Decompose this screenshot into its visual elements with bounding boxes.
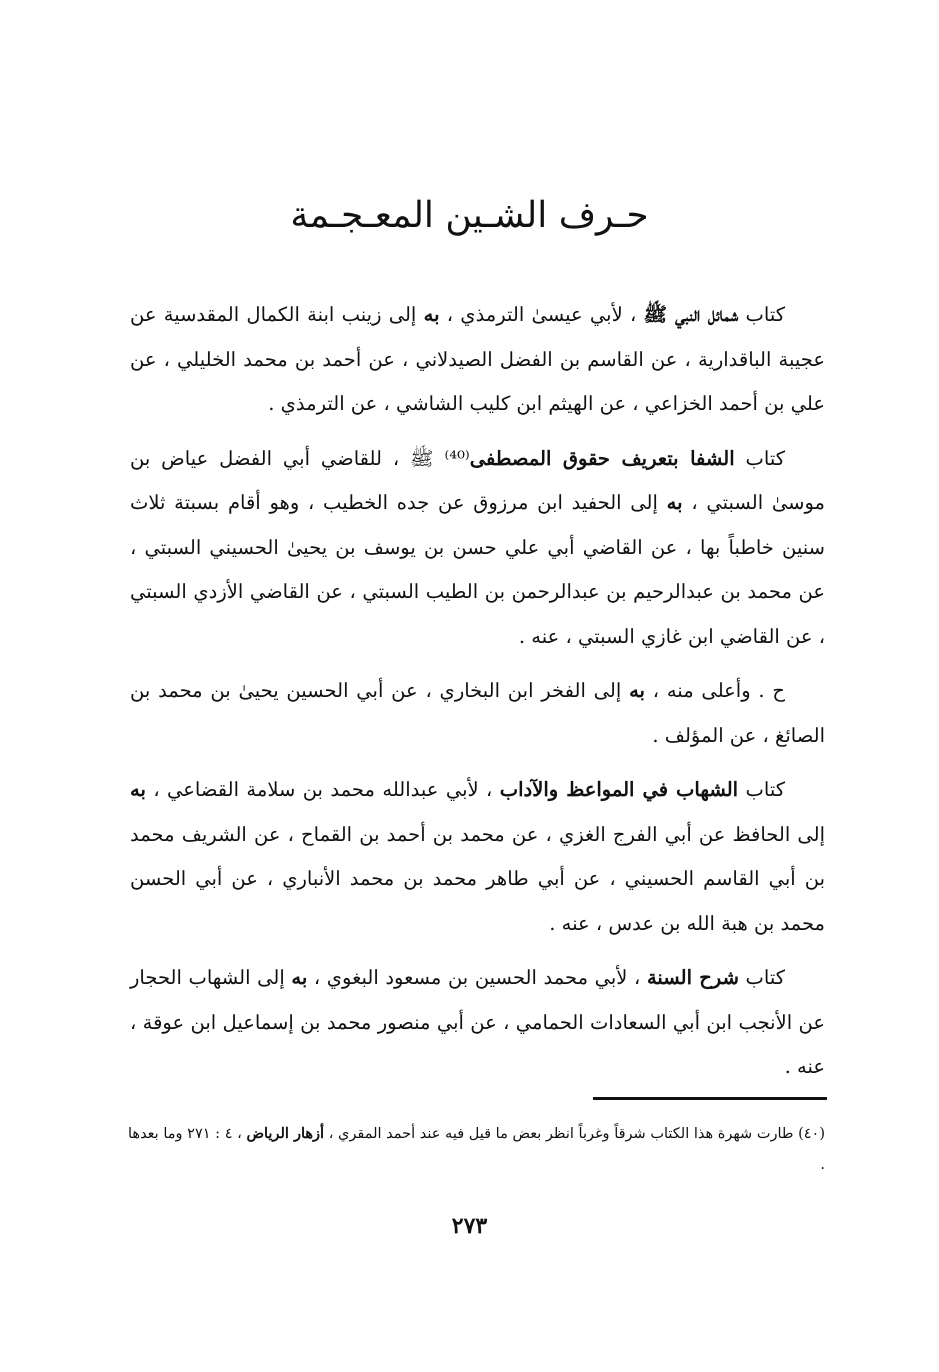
bihi-marker: به [666, 491, 683, 514]
text-run: ⁽⁴⁰⁾ ﷺ ، للقاضي أبي الفضل عياض بن موسىٰ السبتي ، [130, 446, 825, 514]
bihi-marker: به [130, 778, 146, 801]
page-number: ٢٧٣ [451, 1213, 488, 1239]
book-title: شرح السنة [646, 966, 739, 989]
book-title: الشفا بتعريف حقوق المصطفى [469, 446, 735, 470]
text-run: كتاب [734, 446, 785, 470]
bihi-marker: به [291, 966, 308, 989]
text-run: ح . وأعلى منه ، [644, 679, 785, 702]
text-run: إلى زينب ابنة الكمال المقدسية عن عجيبة الباقدارية ، عن القاسم بن الفضل الصيدلاني ، عن أحمد بن محمد الخليلي ، عن علي بن أحمد الخزاعي ، عن الهيثم ابن كليب الشاشي ، عن الترمذي . [130, 303, 825, 415]
paragraph-ha [130, 669, 825, 758]
text-run: إلى الحافظ عن أبي الفرج الغزي ، عن محمد بن أحمد بن القماح ، عن الشريف محمد بن أبي القاسم الحسيني ، عن أبي طاهر محمد بن محمد الأنباري ، عن أبي الحسن محمد بن هبة الله بن عدس ، عنه . [130, 822, 825, 935]
bihi-marker: به [423, 303, 440, 326]
text-run: ، لأبي عبدالله محمد بن سلامة القضاعي ، [145, 778, 500, 801]
text-run: ، لأبي محمد الحسين بن مسعود البغوي ، [307, 966, 647, 989]
paragraph-sharh-sunna [130, 956, 825, 1090]
text-run: كتاب [738, 966, 785, 989]
main-text [130, 293, 825, 1100]
footnote [128, 1118, 825, 1181]
text-run: إلى الشهاب الحجار عن الأنجب ابن أبي السعادات الحمامي ، عن أبي منصور محمد بن إسماعيل ابن عوقة ، عنه . [130, 966, 825, 1078]
text-run: كتاب [738, 778, 785, 801]
chapter-heading: حـرف الشـين المعـجـمة [290, 195, 649, 236]
text-run: (٤٠) طارت شهرة هذا الكتاب شرقاً وغرباً انظر بعض ما قيل فيه عند أحمد المقري ، [324, 1126, 825, 1142]
paragraph-shifa [130, 437, 825, 660]
paragraph-shamail [130, 293, 825, 427]
text-run: إلى الفخر ابن البخاري ، عن أبي الحسين يحيىٰ بن محمد بن الصائغ ، عن المؤلف . [130, 679, 825, 747]
footnote-divider [593, 1097, 827, 1100]
bihi-marker: به [629, 679, 645, 702]
book-title: شمائل النبي ﷺ [643, 303, 739, 326]
text-run: ، ٤ : ٢٧١ وما بعدها . [128, 1126, 825, 1173]
book-title: أزهار الرياض [246, 1125, 325, 1142]
text-run: ، لأبي عيسىٰ الترمذي ، [439, 303, 644, 326]
text-run: إلى الحفيد ابن مرزوق عن جده الخطيب ، وهو أقام بسبتة ثلاث سنين خاطباً بها ، عن القاضي أبي علي حسن بن يوسف بن يحيىٰ الحسيني السبتي ، عن محمد بن عبدالرحيم بن عبدالرحمن بن الطيب السبتي ، عن القاضي الأزدي السبتي ، عن القاضي ابن غازي السبتي ، عنه . [130, 491, 825, 648]
text-run: كتاب [738, 303, 785, 326]
paragraph-shihab [130, 768, 825, 946]
book-title: الشهاب في المواعظ والآداب [499, 778, 739, 801]
